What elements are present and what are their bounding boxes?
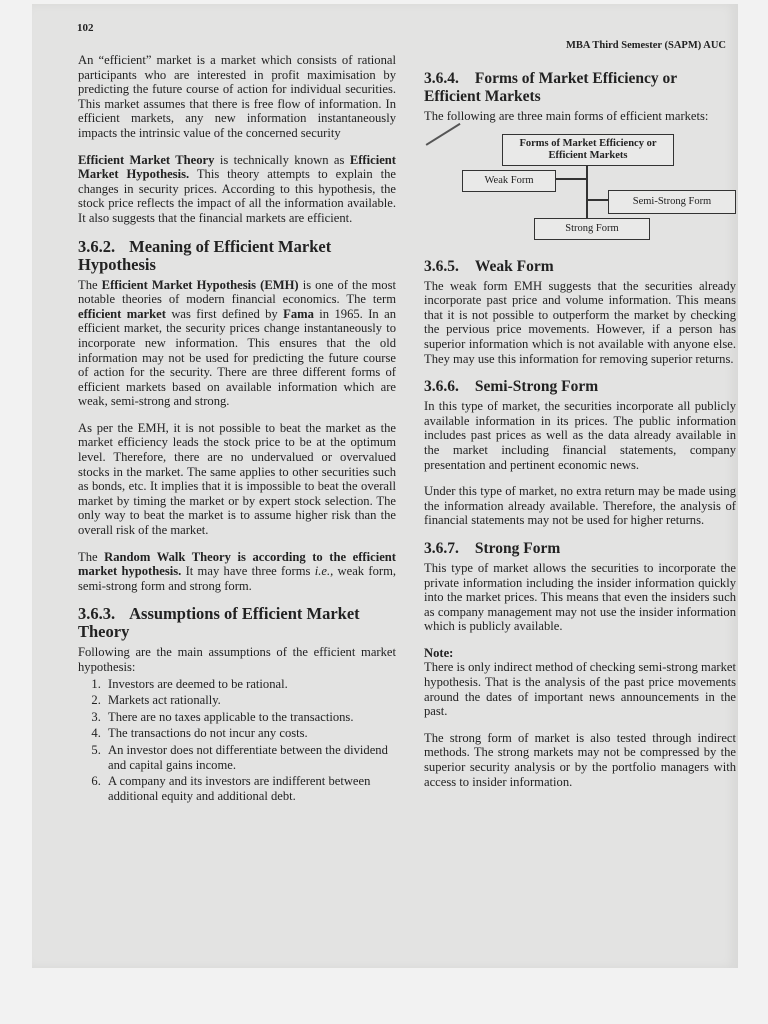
- note-label: Note:: [424, 645, 454, 660]
- emh-text-1: The: [78, 277, 102, 292]
- pen-mark: [426, 123, 461, 145]
- forms-diagram: [424, 130, 736, 250]
- section-3-6-5-heading: [424, 258, 736, 276]
- emt-text-1: is technically known as: [214, 152, 350, 167]
- rw-text-1: The: [78, 549, 105, 564]
- assumptions-list: [78, 677, 396, 804]
- efficient-market-term: efficient market: [78, 306, 166, 321]
- running-head: MBA Third Semester (SAPM) AUC: [566, 40, 727, 51]
- forms-intro: The following are three main forms of efficient markets:: [424, 109, 709, 123]
- section-number: 3.6.6.: [424, 378, 459, 396]
- emh-term: Efficient Market Hypothesis.: [78, 152, 396, 182]
- section-number: 3.6.7.: [424, 539, 459, 557]
- semi-strong-paragraph-2: Under this type of market, no extra return may be made using the information already available. Therefore, the analysis of financial statements may not be used for higher returns.: [424, 484, 736, 528]
- intro-paragraph: An “efficient” market is a market which consists of rational participants who are interested in profit maximisation by predicting the future course of action for individual securities. This market assumes that there is free flow of information. In efficient markets, any new information instantaneously impacts the intrinsic value of the concerned security: [78, 53, 396, 140]
- rw-text-3: It may have three forms: [181, 564, 315, 579]
- emt-text-2: This theory attempts to explain the changes in security prices. According to this hypothesis, the stock price reflects the impact of all the information available. It also suggests that the financial markets are efficient.: [78, 167, 396, 225]
- rw-text-4: weak form, semi-strong form and strong form.: [78, 564, 397, 593]
- list-item: 5. An investor does not differentiate between the dividend and capital gains income.: [104, 743, 396, 772]
- section-number: 3.6.2.: [78, 236, 116, 256]
- list-item: 1. Investors are deemed to be rational.: [104, 677, 396, 692]
- emt-paragraph: [78, 153, 396, 226]
- random-walk-term: Random Walk Theory: [104, 549, 231, 564]
- rw-text-2: is according to the efficient market hypothesis.: [78, 549, 396, 579]
- section-3-6-4-heading: [424, 70, 736, 106]
- section-title: Assumptions of Efficient Market Theory: [78, 604, 360, 642]
- emh-text-3: was first defined by: [165, 306, 284, 321]
- emh-paragraph: [78, 278, 396, 409]
- section-title: Strong Form: [474, 539, 561, 557]
- emh-full-term: Efficient Market Hypothesis (EMH): [101, 277, 299, 292]
- section-number: 3.6.5.: [424, 257, 459, 275]
- emt-term: Efficient Market Theory: [78, 152, 215, 167]
- list-item: 6. A company and its investors are indifferent between additional equity and additional debt.: [104, 774, 396, 803]
- list-item: 3. There are no taxes applicable to the transactions.: [104, 710, 396, 725]
- section-title: Meaning of Efficient Market Hypothesis: [78, 236, 332, 274]
- list-item: 4. The transactions do not incur any costs.: [104, 726, 396, 741]
- section-3-6-2-heading: [78, 238, 396, 274]
- section-title: Semi-Strong Form: [474, 378, 599, 396]
- beat-market-paragraph: As per the EMH, it is not possible to beat the market as the market efficiency leads the stock price to be at the optimum level. Therefore, there are no undervalued or overvalued stocks in the market. The same applies to other securities such as bonds, etc. It implies that it is impossible to beat the overall market by timing the market or by expert stock selection. The only way to beat the market is to assume higher risk than the overall risk of the market.: [78, 420, 396, 538]
- assumptions-intro: Following are the main assumptions of the efficient market hypothesis:: [78, 645, 396, 674]
- section-title: Weak Form: [474, 257, 554, 275]
- right-column: [424, 66, 736, 801]
- section-3-6-6-heading: [424, 378, 736, 396]
- emh-text-2: is one of the most notable theories of modern financial economics. The term: [78, 277, 396, 307]
- list-item: 2. Markets act rationally.: [104, 693, 396, 708]
- diagram-connector-weak: [554, 178, 588, 180]
- section-3-6-7-heading: [424, 540, 736, 558]
- note-paragraph-2: The strong form of market is also tested through indirect methods. The strong markets may not be compressed by the superior security analysis or by the portfolio managers with access to insider information.: [424, 730, 736, 789]
- note-paragraph-1: There is only indirect method of checking semi-strong market hypothesis. That is the analysis of the past price movements around the dates of important news announcements in the past.: [424, 660, 736, 719]
- section-number: 3.6.3.: [78, 604, 116, 624]
- random-walk-paragraph: [78, 550, 396, 594]
- strong-form-paragraph: This type of market allows the securities to incorporate the private information including the insider information quickly into the market prices. This means that even the insiders such as company management may not use the insider information which is publicly available.: [424, 560, 736, 634]
- rw-ie: i.e.,: [314, 564, 334, 579]
- emh-text-4: in 1965. In an efficient market, the security prices change instantaneously to incorporate new information. This ensures that the old information may not be used for predicting the future course of action for the security. There are three different forms of efficient markets based on available information which are weak, semi-strong and strong.: [78, 306, 396, 409]
- page-number: 102: [77, 22, 94, 34]
- section-number: 3.6.4.: [424, 70, 459, 87]
- diagram-root-box: Forms of Market Efficiency or Efficient Markets: [502, 134, 674, 166]
- fama-name: Fama: [283, 306, 314, 321]
- weak-form-paragraph: The weak form EMH suggests that the securities already incorporate past price and volume information. This means that it is not possible to outperform the market by checking the pervious price movements. However, if a person has superior information which is not available with anyone else. They may use this information for removing superior returns.: [424, 278, 736, 366]
- left-column: [78, 53, 396, 805]
- section-title: Forms of Market Efficiency or Efficient Markets: [424, 70, 677, 105]
- semi-strong-paragraph-1: In this type of market, the securities incorporate all publicly available information in its prices. The public information includes past prices as well as the data already available in the market including financial statements, company presentation and pertinent economic news.: [424, 399, 736, 472]
- diagram-strong-box: Strong Form: [534, 218, 650, 240]
- diagram-connector-semi: [588, 199, 608, 201]
- section-3-6-3-heading: [78, 605, 396, 641]
- diagram-semi-box: Semi-Strong Form: [608, 190, 736, 214]
- diagram-weak-box: Weak Form: [462, 170, 556, 192]
